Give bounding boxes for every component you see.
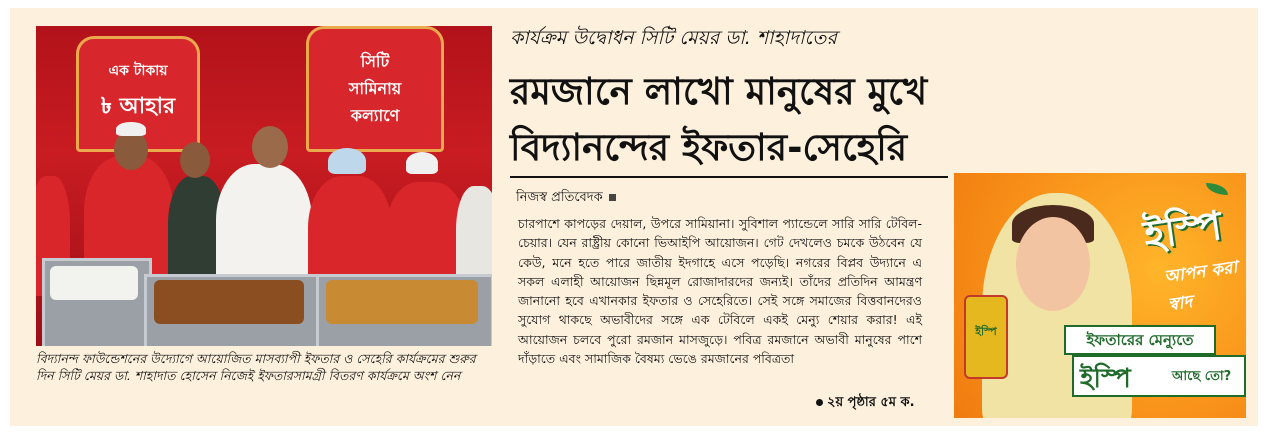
bullet-icon xyxy=(816,399,823,406)
ad-line-2-box xyxy=(1072,355,1246,397)
banner-left-line1: এক টাকায় xyxy=(108,63,168,79)
banner-right-line3: কল্যাণে xyxy=(350,106,400,125)
banner-right xyxy=(306,26,444,152)
person-2-head xyxy=(114,130,148,170)
article-body: চারপাশে কাপড়ের দেয়াল, উপরে সামিয়ানা। সুবিশাল প্যান্ডেলে সারি সারি টেবিল-চেয়ার। যেন রাষ্ট্রীয় কোনো ভিআইপি আয়োজন। গেট দেখলেও চমকে উঠবেন যে কেউ, মনে হতে পারে জাতীয় ইদগাহে এসে পড়েছি। নগরের বিপ্লব উদ্যানে এ সকল এলাহী আয়োজন ছিন্নমূল রোজাদারদের জন্যই। তাঁদের প্রতিদিন আমন্ত্রণ জানানো হবে এখানকার ইফতার ও সেহেরিতে। সেই সঙ্গে সমাজের বিত্তবানদেরও সুযোগ থাকছে অভাবীদের সঙ্গে এক টেবিলে একই মেন্যু শেয়ার করার! এই আয়োজন চলবে পুরো রমজান মাসজুড়ে। পবিত্র রমজানে অভাবী মানুষের পাশে দাঁড়াতে এবং সামাজিক বৈষম্য ভেঙে রমজানের পবিত্রতা xyxy=(518,216,922,367)
person-mayor-head xyxy=(252,126,288,168)
headline-rule xyxy=(510,176,948,178)
ad-line-2: আছে তো? xyxy=(1172,369,1232,384)
banner-right-line1: সিটি xyxy=(360,52,390,71)
kicker: কার্যক্রম উদ্বোধন সিটি মেয়র ডা. শাহাদাতের xyxy=(510,27,837,49)
newspaper-clipping xyxy=(10,8,1258,426)
ad-jar xyxy=(964,295,1008,379)
advertisement xyxy=(954,173,1246,418)
news-photo xyxy=(36,26,492,346)
ad-model-face xyxy=(1016,217,1090,311)
ad-brand-big: ইস্পি xyxy=(1080,364,1131,394)
food-curry xyxy=(154,280,304,324)
person-6-cap xyxy=(406,152,438,174)
byline xyxy=(516,188,616,209)
person-2-cap xyxy=(116,122,146,136)
food-potato xyxy=(326,280,478,324)
ad-tagline: আপন করা স্বাদ xyxy=(1162,257,1239,316)
ad-line-1: ইফতারের মেন্যুতে xyxy=(1064,325,1216,355)
byline-text: নিজস্ব প্রতিবেদক xyxy=(516,190,603,205)
banner-right-line2: সামিনায় xyxy=(348,79,402,98)
headline-line-1: রমজানে লাখো মানুষের মুখে xyxy=(510,70,928,113)
person-3-head xyxy=(180,142,210,178)
square-bullet-icon xyxy=(609,194,616,201)
headline-line-2: বিদ্যানন্দের ইফতার-সেহেরি xyxy=(510,126,908,169)
continued-text: ২য় পৃষ্ঠার ৫ম ক. xyxy=(827,395,915,410)
headline xyxy=(510,64,1030,176)
food-rice xyxy=(50,266,138,300)
photo-caption: বিদ্যানন্দ ফাউন্ডেশনের উদ্যোগে আয়োজিত মাসব্যাপী ইফতার ও সেহেরি কার্যক্রমের শুরুর দিন সিটি মেয়র ডা. শাহাদাত হোসেন নিজেই ইফতারসামগ্রী বিতরণ কার্যক্রমে অংশ নেন xyxy=(36,351,476,383)
banner-left-line2: ৳ আহার xyxy=(100,94,176,119)
person-5-cap xyxy=(328,148,366,174)
continued-note xyxy=(816,393,915,414)
ad-brand-logo: ইস্পি xyxy=(1140,202,1225,260)
ad-jar-label: ইস্পি xyxy=(975,325,997,338)
